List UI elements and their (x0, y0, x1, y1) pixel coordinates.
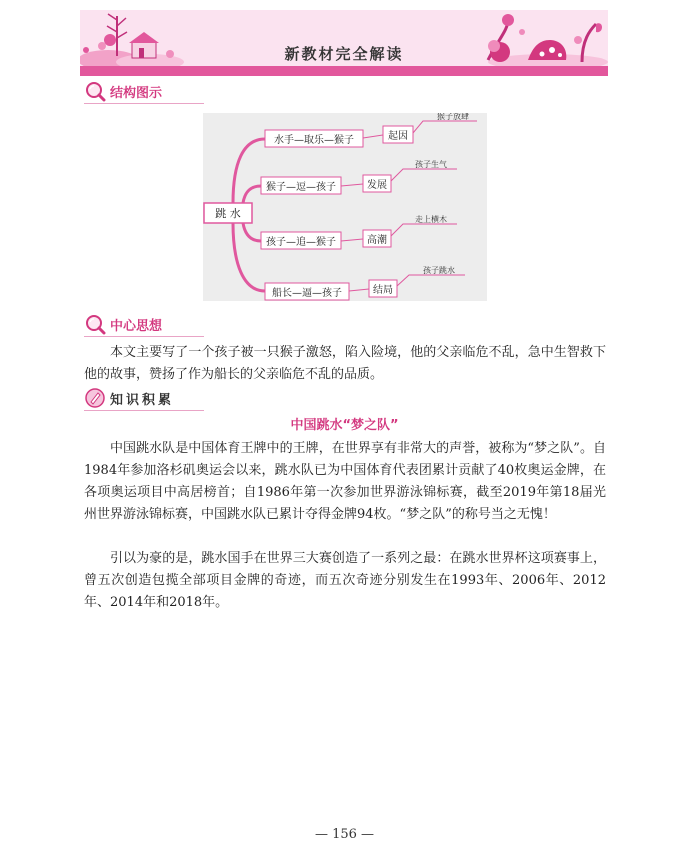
mindmap-event-label: 孩子—追—猴子 (266, 237, 336, 248)
section-central-idea-label: 中心思想 (110, 318, 163, 334)
mindmap-branch-line (243, 186, 261, 203)
page-number: — 156 — (314, 827, 375, 842)
mindmap-event-label: 船长—逼—孩子 (272, 288, 342, 299)
section-knowledge-heading (84, 387, 174, 409)
mindmap-note-label: 孩子生气 (415, 160, 447, 169)
knowledge-paragraph-2: 引以为豪的是，跳水国手在世界三大赛创造了一系列之最：在跳水世界杯这项赛事上，曾五次创造包揽全部项目金牌的奇迹，而五次奇迹分别发生在1993年、2006年、2012年、2014年和2018年。 (84, 551, 606, 610)
mindmap-diagram (203, 113, 487, 301)
mindmap-note-label: 走上横木 (415, 215, 447, 224)
central-idea-paragraph: 本文主要写了一个孩子被一只猴子激怒，陷入险境，他的父亲临危不乱，急中生智救下他的故事，赞扬了作为船长的父亲临危不乱的品质。 (84, 345, 606, 382)
section-central-idea-heading (84, 313, 162, 335)
section-underline (84, 103, 204, 104)
mindmap-branch-line (233, 139, 265, 203)
section-underline (84, 410, 204, 411)
magnifier-icon (84, 313, 106, 335)
pencil-circle-icon (84, 387, 106, 409)
mindmap-event-label: 水手—取乐—猴子 (274, 135, 354, 146)
mindmap-center-label: 跳 水 (215, 207, 241, 220)
section-underline (84, 336, 204, 337)
mindmap-branch-line (243, 223, 261, 241)
mindmap-stage-label: 结局 (373, 285, 393, 296)
section-structure-heading (84, 80, 162, 102)
mindmap-stage-label: 发展 (367, 180, 387, 191)
knowledge-title: 中国跳水“梦之队” (290, 418, 399, 433)
mindmap-branch-line (233, 223, 265, 291)
mindmap-stage-label: 起因 (388, 131, 408, 142)
knowledge-paragraph-1: 中国跳水队是中国体育王牌中的王牌，在世界享有非常大的声誉，被称为“梦之队”。自1984年参加洛杉矶奥运会以来，跳水队已为中国体育代表团累计贡献了40枚奥运金牌，在各项奥运项目中高居榜首；自1986年第一次参加世界游泳锦标赛，截至2019年第18届光州世界游泳锦标赛，中国跳水队已累计夺得金牌94枚。“梦之队”的称号当之无愧！ (84, 441, 606, 522)
flower-plant-decoration-icon (478, 10, 608, 68)
section-structure-label: 结构图示 (110, 85, 163, 101)
mindmap-event-label: 猴子—逗—孩子 (266, 182, 336, 193)
mindmap-note-label: 猴子放肆 (437, 113, 469, 121)
section-knowledge-label: 知识积累 (110, 392, 175, 408)
mindmap-stage-label: 高潮 (367, 235, 387, 246)
page-header (80, 10, 608, 76)
header-band (80, 66, 608, 76)
mindmap-note-label: 孩子跳水 (423, 266, 455, 275)
magnifier-icon (84, 80, 106, 102)
header-title: 新教材完全解读 (284, 45, 404, 63)
